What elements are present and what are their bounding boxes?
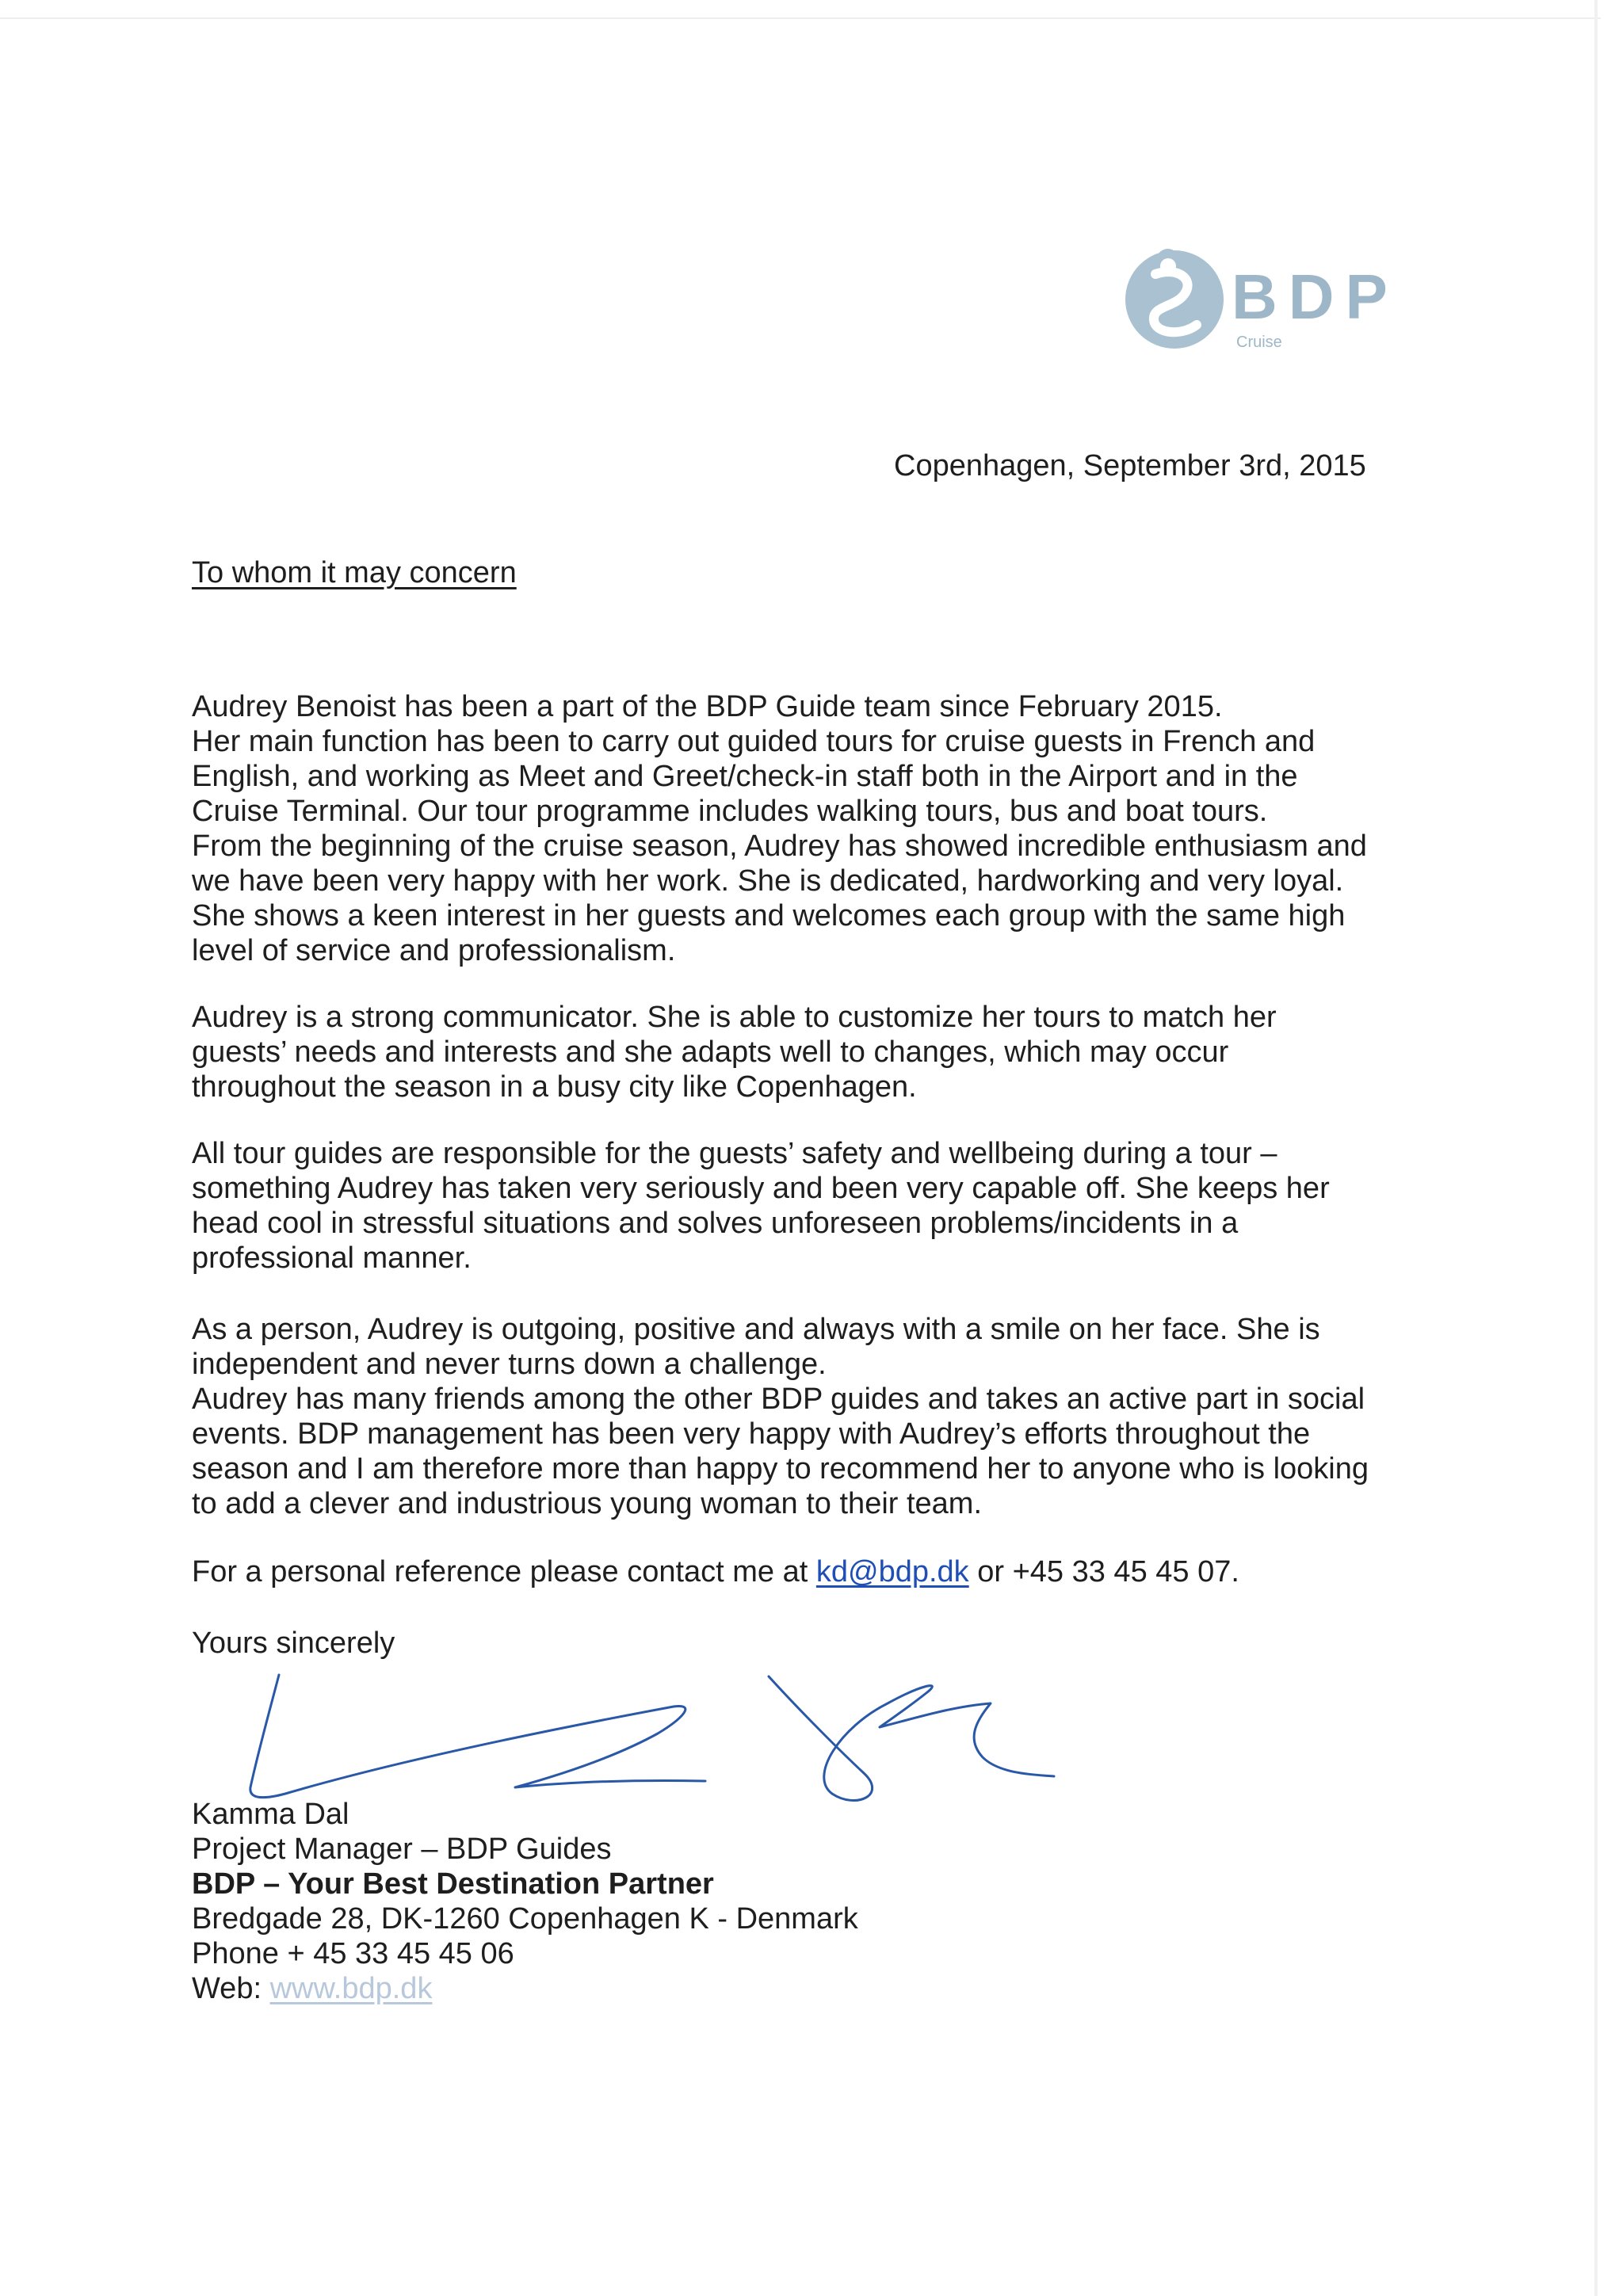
signer-name: Kamma Dal [192,1798,349,1831]
contact-suffix: or +45 33 45 45 07. [968,1555,1239,1589]
paragraph-line: Audrey Benoist has been a part of the BDP Guide team since February 2015. [192,690,1223,723]
paragraph-line: English, and working as Meet and Greet/check-in staff both in the Airport and in the [192,760,1298,793]
paragraph-line: events. BDP management has been very happy with Audrey’s efforts throughout the [192,1417,1311,1451]
paragraph-line: professional manner. [192,1241,472,1275]
company-address: Bredgade 28, DK-1260 Copenhagen K - Denmark [192,1902,858,1936]
signature-block [192,1797,858,2006]
handwritten-signature [230,1640,1086,1822]
paragraph-line: Audrey is a strong communicator. She is able to customize her tours to match her [192,1001,1277,1034]
scan-edge-right [1594,0,1598,2296]
paragraph-line: All tour guides are responsible for the guests’ safety and wellbeing during a tour – [192,1137,1277,1170]
paragraph-line: From the beginning of the cruise season, Audrey has showed incredible enthusiasm and [192,830,1367,863]
paragraph-line: As a person, Audrey is outgoing, positive and always with a smile on her face. She is [192,1313,1320,1346]
body-paragraph-1 [192,689,1460,968]
paragraph-line: Cruise Terminal. Our tour programme includes walking tours, bus and boat tours. [192,795,1268,828]
company-name: BDP – Your Best Destination Partner [192,1867,714,1901]
letter-date: Copenhagen, September 3rd, 2015 [894,449,1366,482]
signer-title: Project Manager – BDP Guides [192,1833,612,1866]
paragraph-line: throughout the season in a busy city like Copenhagen. [192,1070,917,1104]
company-web [192,1971,858,2006]
paragraph-line: level of service and professionalism. [192,934,676,967]
paragraph-line: we have been very happy with her work. She is dedicated, hardworking and very loyal. [192,864,1344,898]
paragraph-line: guests’ needs and interests and she adapts well to changes, which may occur [192,1035,1229,1069]
paragraph-line: to add a clever and industrious young woman to their team. [192,1487,983,1520]
company-phone: Phone + 45 33 45 45 06 [192,1937,514,1970]
bdp-mermaid-logo-icon [1125,250,1224,349]
body-paragraph-4 [192,1312,1460,1521]
salutation: To whom it may concern [192,556,517,589]
body-paragraph-3 [192,1136,1460,1276]
paragraph-line: Audrey has many friends among the other BDP guides and takes an active part in social [192,1383,1365,1416]
contact-line [192,1554,1239,1589]
website-link[interactable]: www.bdp.dk [269,1972,433,2005]
logo-brand-text: BDP [1232,261,1399,332]
paragraph-line: something Audrey has taken very seriously and been very capable off. She keeps her [192,1172,1330,1205]
bdp-cruise-logo [1124,242,1409,355]
paragraph-line: head cool in stressful situations and solves unforeseen problems/incidents in a [192,1207,1239,1240]
paragraph-line: Her main function has been to carry out guided tours for cruise guests in French and [192,725,1316,758]
contact-prefix: For a personal reference please contact me at [192,1555,816,1589]
scan-edge-top [0,17,1601,19]
web-label: Web: [192,1972,270,2005]
paragraph-line: season and I am therefore more than happy to recommend her to anyone who is looking [192,1452,1369,1486]
email-link[interactable]: kd@bdp.dk [815,1555,969,1589]
paragraph-line: She shows a keen interest in her guests and welcomes each group with the same high [192,899,1346,933]
logo-sub-text: Cruise [1236,334,1282,351]
closing: Yours sincerely [192,1627,395,1660]
body-paragraph-2 [192,1000,1460,1104]
paragraph-line: independent and never turns down a challenge. [192,1348,827,1381]
